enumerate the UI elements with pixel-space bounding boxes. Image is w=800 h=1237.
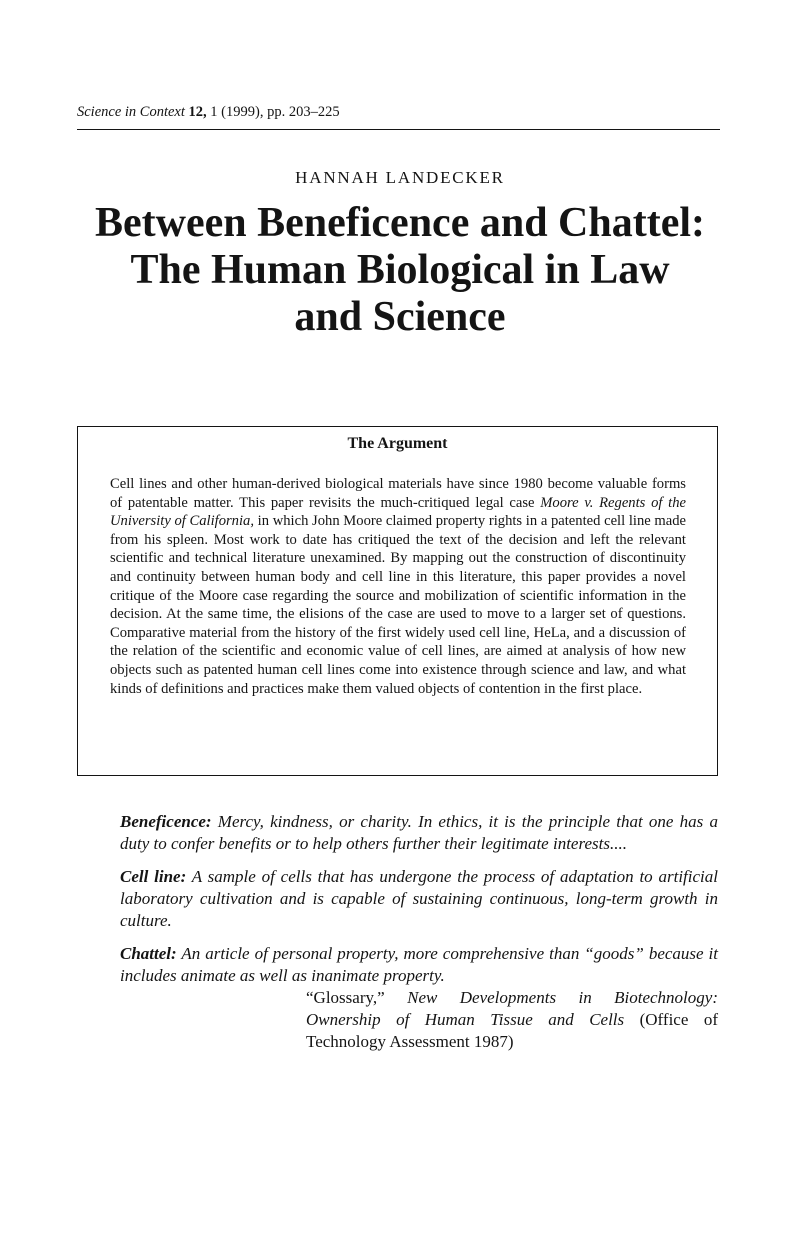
source-suffix: (Office of Technology Assessment 1987) (306, 1010, 718, 1051)
argument-text-part-1: Cell lines and other human-derived biological materials have since 1980 become valuable forms of patentable matter. This paper revisits the much-critiqued legal case (110, 476, 686, 511)
header-rule (77, 129, 720, 130)
epigraph-definitions (120, 811, 718, 1053)
journal-volume: 12, (188, 104, 207, 120)
definition-cell-line (120, 866, 718, 932)
definition-text: An article of personal property, more comprehensive than “goods” because it includes animate as well as inanimate property. (120, 944, 718, 985)
journal-details: 1 (1999), pp. 203–225 (206, 104, 340, 120)
definition-text: A sample of cells that has undergone the process of adaptation to artificial laboratory cultivation and is capable of sustaining continuous, long-term growth in culture. (120, 867, 718, 930)
case-name: Moore v. Regents of the University of California, (110, 494, 686, 530)
argument-text-part-2: in which John Moore claimed property rights in a patented cell line made from his spleen. Most work to date has critiqued the text of the decision and left the relevant scientific and technical literature unexamined. By mapping out the construction of discontinuity and continuity between human body and cell line in this literature, this paper provides a novel critique of the Moore case regarding the source and mobilization of scientific information in the decision. At the same time, the elisions of the case are used to move to a larger set of questions. Comparative material from the history of the first widely used cell line, HeLa, and a discussion of the relation of the scientific and economic value of cell lines, are aimed at analysis of how new objects such as patented human cell lines come into existence through science and law, and what kinds of definitions and practices make them valued objects of contention in the first place. (110, 513, 686, 697)
argument-box (77, 426, 718, 776)
source-book-title: New Developments in Biotechnology: Ownership of Human Tissue and Cells (306, 988, 718, 1029)
definition-chattel (120, 943, 718, 987)
definition-term: Cell line: (120, 867, 187, 886)
argument-heading: The Argument (347, 435, 448, 452)
title-line-1: Between Beneficence and Chattel: (94, 200, 706, 246)
epigraph-source (306, 987, 718, 1053)
definition-beneficence (120, 811, 718, 855)
journal-name: Science in Context (77, 104, 185, 120)
argument-text (110, 475, 686, 698)
title-line-3: and Science (294, 294, 506, 340)
article-title (40, 200, 760, 341)
definition-term: Beneficence: (120, 812, 212, 831)
author-name: HANNAH LANDECKER (295, 168, 505, 187)
definition-term: Chattel: (120, 944, 177, 963)
running-head (77, 104, 340, 121)
source-prefix: “Glossary,” (306, 988, 408, 1007)
title-line-2: The Human Biological in Law (130, 247, 670, 293)
definition-text: Mercy, kindness, or charity. In ethics, it is the principle that one has a duty to confer benefits or to help others further their legitimate interests.... (120, 812, 718, 853)
